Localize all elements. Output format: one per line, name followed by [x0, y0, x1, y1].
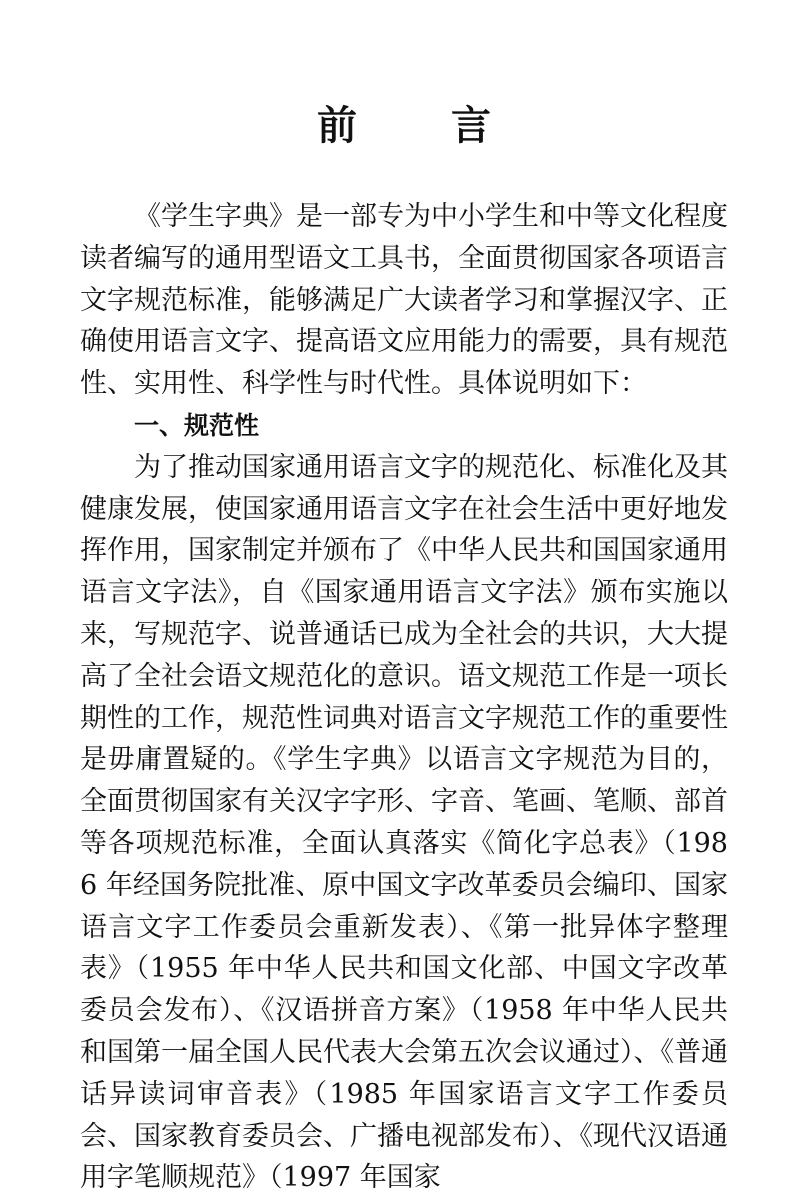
preface-page — [80, 100, 728, 1199]
intro-paragraph: 《学生字典》是一部专为中小学生和中等文化程度读者编写的通用型语文工具书，全面贯彻国家各项语言文字规范标准，能够满足广大读者学习和掌握汉字、正确使用语言文字、提高语文应用能力的需要，具有规范性、实用性、科学性与时代性。具体说明如下： — [80, 201, 728, 400]
page-title: 前 言 — [317, 103, 531, 149]
section-heading-standardization: 一、规范性 — [134, 410, 260, 440]
section-body-standardization: 为了推动国家通用语言文字的规范化、标准化及其健康发展，使国家通用语言文字在社会生活中更好地发挥作用，国家制定并颁布了《中华人民共和国国家通用语言文字法》，自《国家通用语言文字法》颁布实施以来，写规范字、说普通话已成为全社会的共识，大大提高了全社会语文规范化的意识。语文规范工作是一项长期性的工作，规范性词典对语言文字规范工作的重要性是毋庸置疑的。《学生字典》以语言文字规范为目的，全面贯彻国家有关汉字字形、字音、笔画、笔顺、部首等各项规范标准，全面认真落实《简化字总表》（1986 年经国务院批准、原中国文字改革委员会编印、国家语言文字工作委员会重新发表）、《第一批异体字整理表》（1955 年中华人民共和国文化部、中国文字改革委员会发布）、《汉语拼音方案》（1958 年中华人民共和国第一届全国人民代表大会第五次会议通过）、《普通话异读词审音表》（1985 年国家语言文字工作委员会、国家教育委员会、广播电视部发布）、《现代汉语通用字笔顺规范》（1997 年国家 — [80, 451, 728, 1194]
